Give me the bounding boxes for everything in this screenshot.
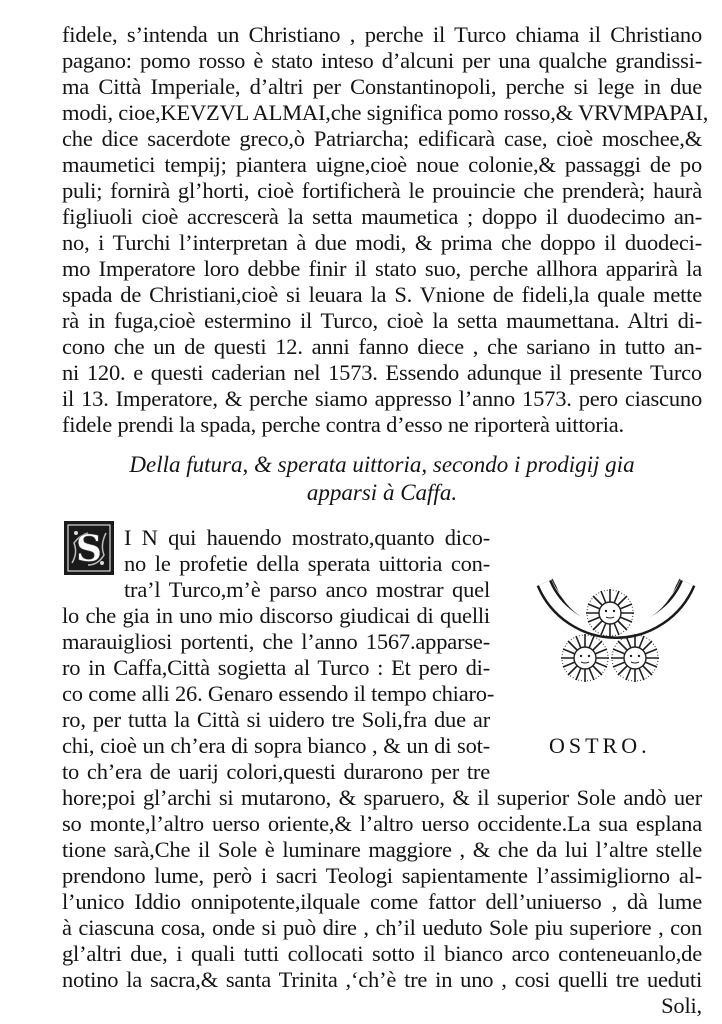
text-line: ni 120. e questi caderian nel 1573. Essendo adunque il presente Turco (62, 360, 702, 385)
text-line: lo che gia in uno mio discorso giudicai di quelli (62, 603, 490, 628)
text-line: tione sarà,Che il Sole è luminare maggiore , & che da lui l’altre stelle (62, 837, 702, 862)
sun-icon (611, 634, 659, 682)
text-line: I N qui hauendo mostrato,quanto dico- (124, 525, 490, 550)
decorated-initial (64, 521, 114, 575)
text-line: gl’altri due, i quali tutti collocati sotto il bianco arco conteneuanlo,de (62, 941, 702, 966)
text-line: co come alli 26. Genaro essendo il tempo chiaro- (62, 681, 495, 706)
text-line: rà in fuga,cioè estermino il Turco, cioè la setta maumettana. Altri di- (62, 308, 702, 333)
text-line: figliuoli cioè accrescerà la setta maumetica ; doppo il duodecimo an- (62, 204, 702, 229)
text-line: à ciascuna cosa, onde si può dire , ch’il ueduto Sole piu superiore , con (62, 915, 702, 940)
text-line: maumetici tempij; piantera uigne,cioè noue colonie,& passaggi de po (62, 152, 702, 177)
sun-icon (561, 634, 609, 682)
text-line: spada de Christiani,cioè si leuara la S. Vnione de fideli,la quale mette (62, 282, 702, 307)
text-line: to ch’era de uarij colori,questi durarono per tre (62, 759, 490, 784)
initial-letter: S (76, 528, 102, 570)
text-line: che dice sacerdote greco,ò Patriarcha; edificarà case, cioè moschee,& (62, 126, 702, 151)
three-suns-woodcut (530, 565, 702, 727)
text-line: cono che un de questi 12. anni fanno diece , che sariano in tutto an- (62, 334, 702, 359)
text-line: hore;poi gl’archi si mutarono, & sparuero, & il superior Sole andò uer (62, 785, 702, 810)
text-line: no, i Turchi l’interpretan à due modi, & prima che doppo il duodeci- (62, 230, 702, 255)
sun-icon (586, 589, 634, 637)
text-line: fidele prendi la spada, perche contra d’esso ne riporterà uittoria. (62, 412, 624, 437)
section-heading-line: Della futura, & sperata uittoria, secondo i prodigij gia (129, 452, 635, 477)
text-line: il 13. Imperatore, & perche siamo appresso l’anno 1573. pero ciascuno (62, 386, 702, 411)
text-line: ro in Caffa,Città sogietta al Turco : Et pero di- (62, 655, 490, 680)
text-line: mo Imperatore loro debbe finir il stato suo, perche allhora apparirà la (62, 256, 702, 281)
text-line: l’unico Iddio onnipotente,ilquale come fattor dell’uniuerso , dà lume (62, 889, 702, 914)
text-line: fidele, s’intenda un Christiano , perche il Turco chiama il Christiano (62, 22, 702, 47)
text-line: no le profetie della sperata uittoria con- (124, 551, 490, 576)
figure-caption: OSTRO. (549, 733, 651, 758)
initial-ornament-icon (66, 523, 112, 573)
text-line: modi, cioe,KEVZVL ALMAI,che significa pomo rosso,& VRVMPAPAI, (62, 100, 709, 125)
text-line: puli; fornirà gl’horti, cioè fortificherà le prouincie che prenderà; haurà (62, 178, 702, 203)
text-line: marauigliosi portenti, che l’anno 1567.apparse- (62, 629, 490, 654)
text-line: prendono lume, però i sacri Teologi sapientamente l’assimigliorno al- (62, 863, 702, 888)
text-line: notino la sacra,& santa Trinita ,‘ch’è tre in uno , cosi quelli tre ueduti (62, 967, 702, 992)
text-line: pagano: pomo rosso è stato inteso d’alcuni per una qualche grandissi- (62, 48, 702, 73)
text-line: chi, cioè un ch’era di sopra bianco , & un di sot- (62, 733, 490, 758)
text-line: ma Città Imperiale, d’altri per Constantinopoli, perche si lege in due (62, 74, 702, 99)
text-line: ro, per tutta la Città si uidero tre Soli,fra due ar (62, 707, 490, 732)
section-heading-line: apparsi à Caffa. (306, 480, 458, 505)
catchword: Soli, (661, 993, 702, 1018)
text-line: so monte,l’altro uerso oriente,& l’altro uerso occidente.La sua esplana (62, 811, 702, 836)
text-line: tra’l Turco,m’è parso anco mostrar quel (124, 577, 490, 602)
